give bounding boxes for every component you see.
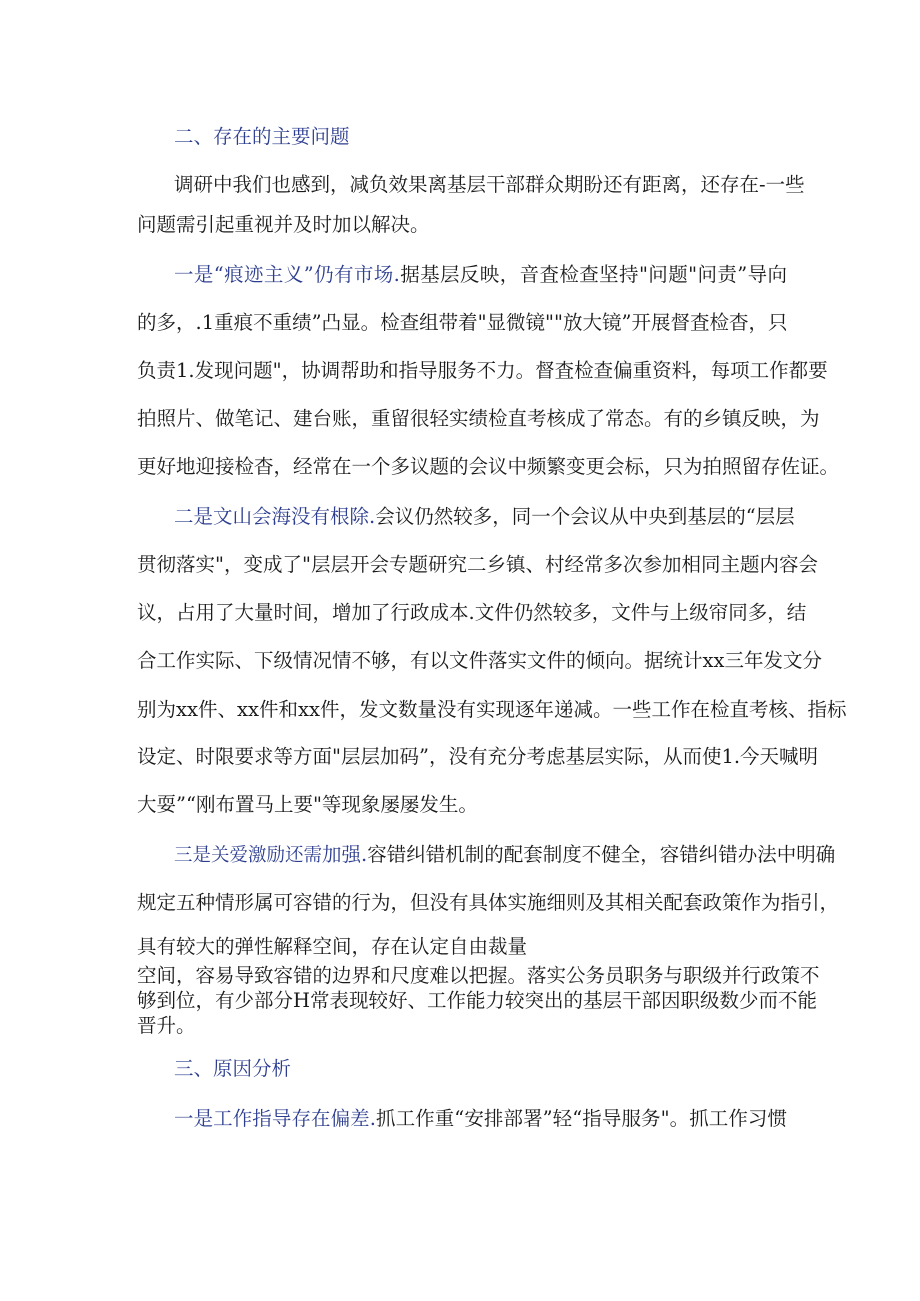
intro-line-1: 调研中我们也感到，减负效果离基层干部群众期盼还有距离，还存在-一些 <box>174 173 805 196</box>
paragraph-4-lead: 一是工作指导存在偏差. <box>174 1107 376 1130</box>
paragraph-2-line-7: 大耍”“刚布置马上要"等现象屡屡发生。 <box>137 793 478 816</box>
paragraph-4-line-1 <box>174 1106 787 1132</box>
paragraph-3-line-2: 规定五种情形属可容错的行为，但没有具体实施细则及其相关配套政策作为指引， <box>137 891 840 914</box>
section-heading-problems: 二、存在的主要问题 <box>174 125 350 148</box>
paragraph-3-line-6: 晋升。 <box>137 1014 196 1037</box>
paragraph-1-line-1-text: 据基层反映，音査检查坚持"问题"问责”导向 <box>399 263 787 286</box>
paragraph-2-line-1 <box>174 504 795 530</box>
paragraph-2-line-1-text: 会议仍然较多，同一个会议从中央到基层的“层层 <box>375 505 795 528</box>
paragraph-2-line-4: 合工作实际、下级情况情不够，有以文件落实文件的倾向。据统计xx三年发文分 <box>137 649 822 672</box>
intro-line-2: 问题需引起重视并及时加以解决。 <box>137 213 430 236</box>
paragraph-3-line-4: 空间，容易导致容错的边界和尺度难以把握。落实公务员职务与职级并行政策不 <box>137 964 820 987</box>
paragraph-1-line-3: 负责1.发现问题"，协调帮助和指导服务不力。督査检查偏重资料，每项工作都要 <box>137 359 828 382</box>
paragraph-2-line-3: 议，占用了大量时间，增加了行政成本.文件仍然较多，文件与上级帘同多，结 <box>137 601 807 624</box>
paragraph-3-line-1 <box>174 842 836 869</box>
paragraph-2-line-2: 贯彻落实"，变成了"层层开会专题研究二乡镇、村经常多次参加相同主题内容会 <box>137 553 818 576</box>
paragraph-4-line-1-text: 抓工作重“安排部署”轻“指导服务"。抓工作习惯 <box>375 1107 787 1130</box>
paragraph-1-lead: 一是“痕迹主义”仍有市场. <box>174 263 400 286</box>
paragraph-1-line-2: 的多，.1重痕不重绩”凸显。检查组带着"显微镜""放大镜”开展督査检杳，只 <box>137 311 788 334</box>
section-heading-causes: 三、原因分析 <box>174 1057 292 1080</box>
paragraph-3-line-5: 够到位，有少部分H常表现较好、工作能力较突出的基层干部因职级数少而不能 <box>137 989 818 1012</box>
paragraph-1-line-5: 更好地迎接检杳，经常在一个多议题的会议中频繁变更会标，只为拍照留存佐证。 <box>137 455 840 478</box>
paragraph-3-lead-b: 加强. <box>322 843 368 866</box>
paragraph-1-line-1 <box>174 262 787 288</box>
paragraph-3-lead-a: 三是关爱激励还需 <box>174 845 323 866</box>
paragraph-1-line-4: 拍照片、做笔记、建台账，重留很轻实绩检直考核成了常态。有的乡镇反映，为 <box>137 407 820 430</box>
paragraph-3-line-1-text: 容错纠错机制的配套制度不健全，容错纠错办法中明确 <box>367 843 836 866</box>
paragraph-2-line-6: 设定、时限要求等方面"层层加码”，没有充分考虑基层实际，从而使1.今天喊明 <box>137 745 819 768</box>
paragraph-2-line-5: 别为xx件、xx件和xx件，发文数量没有实现逐年递减。一些工作在检直考核、指标 <box>137 698 847 721</box>
paragraph-3-line-3: 具有较大的弹性解释空间，存在认定自由裁量 <box>137 935 528 958</box>
paragraph-2-lead: 二是文山会海没有根除. <box>174 505 376 528</box>
